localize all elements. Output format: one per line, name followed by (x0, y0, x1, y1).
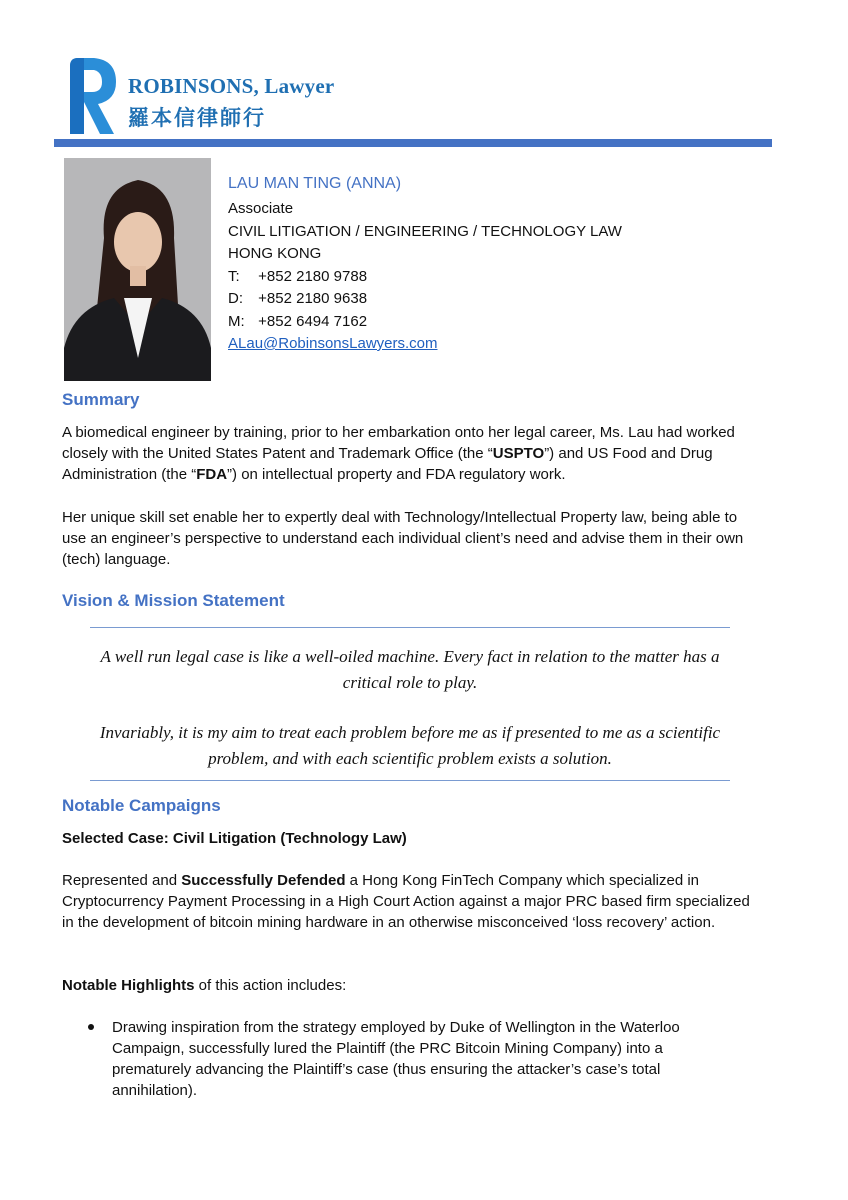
highlights-intro: Notable Highlights of this action includes: (62, 977, 347, 994)
portrait-image (64, 158, 211, 381)
header-divider (54, 139, 772, 147)
quote-bottom-rule (90, 780, 730, 781)
firm-logo-icon (64, 56, 120, 136)
campaigns-heading: Notable Campaigns (62, 796, 221, 815)
phone-d-label: D: (228, 290, 243, 307)
case-title: Selected Case: Civil Litigation (Technology Law) (62, 830, 407, 847)
summary-heading: Summary (62, 390, 140, 409)
phone-t-number: +852 2180 9788 (258, 267, 368, 285)
phone-m-label: M: (228, 312, 245, 330)
summary-paragraph-1: A biomedical engineer by training, prior to her embarkation onto her legal career, Ms. Lau had worked closely with the United States Patent and Trademark Office (the “USPTO”) and US Food and Drug Administration (the “FDA”) on intellectual property and FDA regulatory work. (62, 424, 735, 483)
phone-m-number: +852 6494 7162 (258, 312, 368, 330)
profile-practice: CIVIL LITIGATION / ENGINEERING / TECHNOLOGY LAW (228, 222, 622, 240)
vision-heading: Vision & Mission Statement (62, 591, 285, 610)
profile-title: Associate (228, 200, 294, 217)
phone-d-row (228, 288, 622, 311)
vision-quote-2: Invariably, it is my aim to treat each problem before me as if presented to me as a scientific problem, and with each scientific problem exists a solution. (99, 723, 721, 768)
contact-block (228, 172, 622, 356)
profile-name: LAU MAN TING (ANNA) (228, 175, 402, 192)
quote-top-rule (90, 627, 730, 628)
phone-d-number: +852 2180 9638 (258, 290, 368, 307)
firm-name: ROBINSONS, Lawyer (128, 74, 335, 98)
summary-paragraph-2: Her unique skill set enable her to expertly deal with Technology/Intellectual Property law, being able to use an engineer’s perspective to understand each individual client’s need and advise them in their own (tech) language. (62, 509, 744, 568)
profile-location: HONG KONG (228, 245, 322, 262)
profile-photo (64, 158, 211, 381)
firm-name-chinese: 羅本信律師行 (128, 105, 266, 130)
phone-t-label: T: (228, 267, 240, 285)
bullet-dot (88, 1024, 94, 1030)
phone-t-row (228, 266, 622, 289)
highlight-bullet-1: Drawing inspiration from the strategy employed by Duke of Wellington in the Waterloo Campaign, successfully lured the Plaintiff (the PRC Bitcoin Mining Company) into a prematurely advancing the Plaintiff’s case (thus ensuring the attacker’s case’s total annihilation). (112, 1019, 680, 1099)
phone-m-row (228, 311, 622, 334)
vision-quote-1: A well run legal case is like a well-oiled machine. Every fact in relation to the matter has a critical role to play. (100, 647, 720, 692)
case-paragraph: Represented and Successfully Defended a Hong Kong FinTech Company which specialized in Cryptocurrency Payment Processing in a High Court Action against a major PRC based firm specialized in the development of bitcoin mining hardware in an otherwise misconceived ‘loss recovery’ action. (62, 872, 750, 931)
email-link[interactable]: ALau@RobinsonsLawyers.com (228, 335, 438, 352)
